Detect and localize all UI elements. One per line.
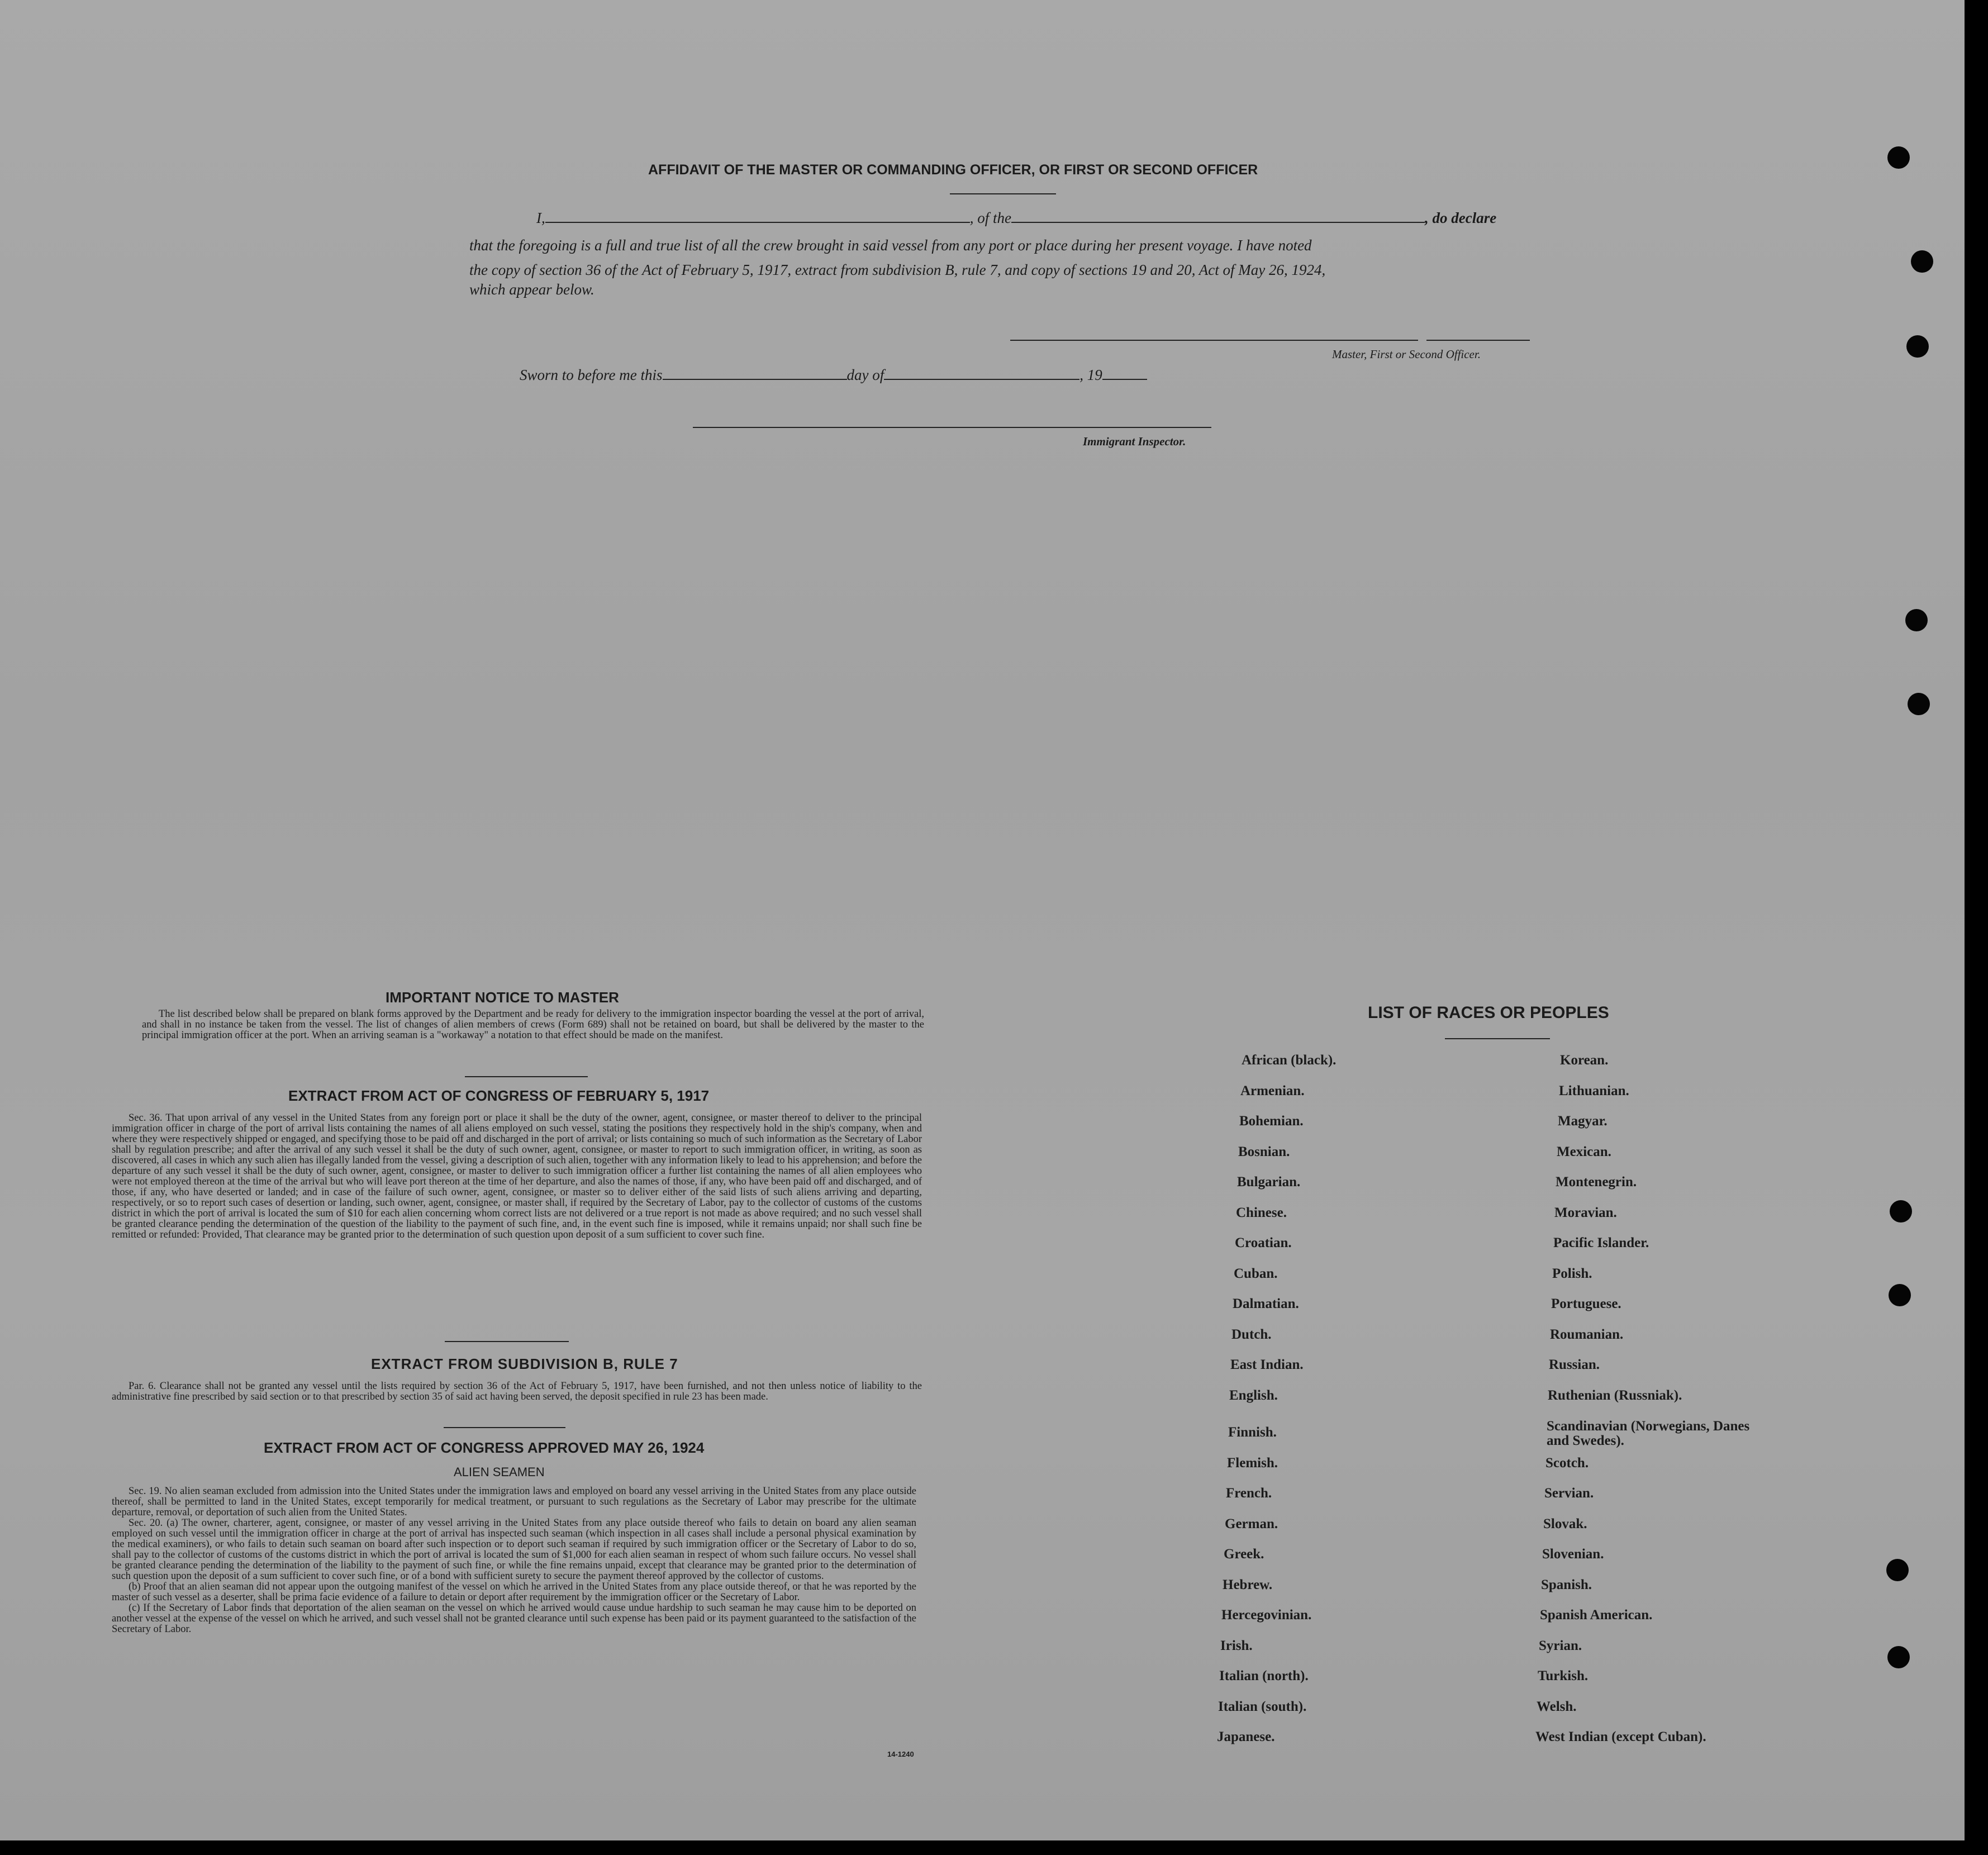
race-item: Roumanian. — [1550, 1326, 1624, 1342]
rule7-paragraph: Par. 6. Clearance shall not be granted any vessel until the lists required by section 36 of the Act of February 5, 1917, have been furnished, and not then unless notice of liability to the administrative fine prescribed by said section or to that prescribed by section 35 of said act having been served, the deposit specified in rule 23 has been made. — [112, 1381, 922, 1402]
race-item: Dutch. — [1231, 1326, 1272, 1342]
punch-hole — [1886, 1559, 1909, 1581]
section-19-paragraph: Sec. 19. No alien seaman excluded from admission into the United States under the immigration laws and employed on board any vessel arriving in the United States from any place outside thereof, shall be permitted to land in the United States, except temporarily for medical treatment, or pursuant to such regulations as the Secretary of Labor may prescribe for the ultimate departure, removal, or deportation of such alien from the United States. — [112, 1486, 916, 1518]
extract-1917-text — [112, 1113, 922, 1240]
divider — [444, 1427, 565, 1428]
of-the-label: , of the — [969, 210, 1011, 226]
declare-label: , do declare — [1425, 210, 1497, 226]
punch-hole — [1890, 1200, 1912, 1223]
race-item: Welsh. — [1537, 1699, 1577, 1714]
race-item: Italian (south). — [1218, 1699, 1307, 1714]
affidavit-first-line — [536, 210, 1496, 227]
race-item: Chinese. — [1236, 1205, 1287, 1220]
race-item: African (black). — [1242, 1053, 1337, 1068]
extract-1917-title: EXTRACT FROM ACT OF CONGRESS OF FEBRUARY 5, 1917 — [288, 1087, 710, 1104]
race-item: French. — [1226, 1486, 1272, 1501]
race-item: Spanish American. — [1540, 1607, 1653, 1623]
race-item: Pacific Islander. — [1553, 1235, 1649, 1250]
race-item: Moravian. — [1554, 1205, 1617, 1220]
race-item: English. — [1229, 1387, 1278, 1403]
race-item: Mexican. — [1557, 1144, 1611, 1159]
race-item: Portuguese. — [1551, 1296, 1621, 1311]
race-item: Turkish. — [1538, 1668, 1589, 1683]
race-item: Greek. — [1224, 1547, 1264, 1562]
race-item: Ruthenian (Russniak). — [1548, 1387, 1682, 1403]
race-item: Cuban. — [1234, 1266, 1278, 1281]
alien-seamen-subtitle: ALIEN SEAMEN — [454, 1465, 545, 1479]
punch-hole — [1887, 1646, 1910, 1668]
year-label: , 19 — [1079, 367, 1102, 383]
punch-hole — [1887, 146, 1910, 169]
divider — [445, 1341, 569, 1342]
inspector-signature-line[interactable] — [693, 427, 1211, 428]
affidavit-body-line: the copy of section 36 of the Act of February 5, 1917, extract from subdivision B, rule 7, and copy of sections 19 and 20, Act of May 26, 1924, — [469, 261, 1326, 278]
race-item: Spanish. — [1541, 1577, 1592, 1592]
race-item: Croatian. — [1235, 1235, 1292, 1250]
race-item: Slovak. — [1543, 1516, 1587, 1531]
affidavit-title: AFFIDAVIT OF THE MASTER OR COMMANDING OFFICER, OR FIRST OR SECOND OFFICER — [648, 162, 1258, 178]
extract-1924-title: EXTRACT FROM ACT OF CONGRESS APPROVED MAY 26, 1924 — [264, 1439, 705, 1456]
section-20a-paragraph: Sec. 20. (a) The owner, charterer, agent, consignee, or master of any vessel arriving in the United States from any place outside thereof who fails to detain on board any alien seaman employed on such vessel until the immigration officer in charge at the port of arrival has inspected such seaman (which inspection in all cases shall include a personal physical examination by the medical examiners), or who fails to detain such seaman on board after such inspection or to deport such seaman if required by such immigration officer or the Secretary of Labor to do so, shall pay to the collector of customs of the customs district in which the port of arrival is located the sum of $1,000 for each alien seaman in respect of whom such failure occurs. No vessel shall be granted clearance pending the determination of the liability to the payment of such fine, or while the fine remains unpaid, except that clearance may be granted prior to the determination of such question upon the deposit of a sum sufficient to cover such fine, or of a bond with sufficient surety to secure the payment thereof approved by the collector of customs. — [112, 1518, 916, 1582]
inspector-caption: Immigrant Inspector. — [1083, 435, 1186, 448]
race-item: Japanese. — [1217, 1729, 1275, 1744]
sworn-label: Sworn to before me this — [520, 367, 663, 383]
notice-text — [142, 1009, 924, 1041]
affidavit-body-line: that the foregoing is a full and true list of all the crew brought in said vessel from any port or place during her present voyage. I have noted — [469, 237, 1312, 254]
section-20c-paragraph: (c) If the Secretary of Labor finds that deportation of the alien seaman on the vessel on which he arrived would cause undue hardship to such seaman he may cause him to be deported on another vessel at the expense of the vessel on which he arrived, and such vessel shall not be granted clearance until such expense has been paid or its payment guaranteed to the satisfaction of the Secretary of Labor. — [112, 1602, 916, 1635]
race-item: Slovenian. — [1542, 1547, 1604, 1562]
race-item: Montenegrin. — [1556, 1174, 1637, 1190]
punch-hole — [1905, 609, 1928, 631]
day-of-label: day of — [846, 367, 884, 383]
divider — [1445, 1038, 1550, 1039]
punch-hole — [1889, 1284, 1911, 1306]
sworn-year-field[interactable] — [1102, 379, 1147, 380]
notice-paragraph: The list described below shall be prepared on blank forms approved by the Department and be ready for delivery to the immigration inspector boarding the vessel at the port of arrival, and shall in no instance be taken from the vessel. The list of changes of alien members of crews (Form 689) shall not be retained on board, but shall be delivered by the master to the principal immigration officer at the port. When an arriving seaman is a "workaway" a notation to that effect should be made on the manifest. — [142, 1009, 924, 1041]
punch-hole — [1906, 335, 1929, 358]
divider — [465, 1076, 588, 1077]
divider — [950, 193, 1056, 194]
race-item: Lithuanian. — [1559, 1083, 1629, 1098]
master-signature-line[interactable] — [1426, 340, 1530, 341]
race-item: West Indian (except Cuban). — [1535, 1729, 1706, 1744]
race-item: Italian (north). — [1219, 1668, 1309, 1683]
race-item: Flemish. — [1227, 1455, 1278, 1471]
race-item: Korean. — [1560, 1053, 1609, 1068]
races-title: LIST OF RACES OR PEOPLES — [1368, 1003, 1609, 1022]
race-item: Dalmatian. — [1233, 1296, 1299, 1311]
race-item: Servian. — [1544, 1486, 1594, 1501]
race-item: East Indian. — [1230, 1357, 1304, 1372]
race-item: Hercegovinian. — [1221, 1607, 1312, 1623]
notice-title: IMPORTANT NOTICE TO MASTER — [386, 989, 619, 1006]
sworn-day-field[interactable] — [663, 379, 847, 380]
vessel-name-field[interactable] — [1011, 222, 1425, 223]
race-item: Armenian. — [1240, 1083, 1305, 1098]
race-item: Syrian. — [1539, 1638, 1582, 1653]
race-item: Magyar. — [1558, 1114, 1607, 1129]
sworn-line — [520, 367, 1147, 384]
master-caption: Master, First or Second Officer. — [1332, 348, 1481, 361]
punch-hole — [1911, 250, 1933, 273]
extract-rule7-title: EXTRACT FROM SUBDIVISION B, RULE 7 — [371, 1355, 678, 1372]
extract-1924-text — [112, 1486, 916, 1635]
race-item: Polish. — [1552, 1266, 1592, 1281]
race-item: Bosnian. — [1238, 1144, 1290, 1159]
extract-rule7-text — [112, 1381, 922, 1402]
form-number: 14-1240 — [887, 1750, 914, 1758]
race-item: Russian. — [1549, 1357, 1600, 1372]
section-36-paragraph: Sec. 36. That upon arrival of any vessel in the United States from any foreign port or place it shall be the duty of the owner, agent, consignee, or master thereof to deliver to the principal immigration officer in charge of the port of arrival lists containing the names of all aliens employed on such vessel, stating the positions they respectively hold in the ship's company, when and where they were respectively shipped or engaged, and specifying those to be paid off and discharged in the port of arrival; or lists containing so much of such information as the Secretary of Labor shall by regulation prescribe; and after the arrival of any such vessel it shall be the duty of such owner, agent, consignee, or master to report to such immigration officer, in writing, as soon as discovered, all cases in which any such alien has illegally landed from the vessel, giving a description of such alien, together with any information likely to lead to his apprehension; and before the departure of any such vessel it shall be the duty of such owner, agent, consignee, or master to deliver to such immigration officer a further list containing the names of all alien employees who were not employed thereon at the time of the arrival but who will leave port thereon at the time of her departure, and also the names of those, if any, who have been paid off and discharged, and of those, if any, who have deserted or landed; and in case of the failure of such owner, agent, consignee, or master so to deliver either of the said lists of such aliens arriving and departing, respectively, or so to report such cases of desertion or landing, such owner, agent, consignee, or master shall, if required by the Secretary of Labor, pay to the collector of customs of the customs district in which the port of arrival is located the sum of $10 for each alien concerning whom correct lists are not delivered or a true report is not made as above required; and no such vessel shall be granted clearance pending the determination of the question of the liability to the payment of such fine, and, in the event such fine is imposed, while it remains unpaid; nor shall such fine be remitted or refunded: Provided, That clearance may be granted prior to the determination of such question upon deposit of a sum sufficient to cover such fine. — [112, 1112, 922, 1240]
race-item: Hebrew. — [1223, 1577, 1273, 1592]
declarant-name-field[interactable] — [545, 222, 970, 223]
sworn-month-field[interactable] — [884, 379, 1079, 380]
i-label: I, — [536, 210, 545, 226]
race-item: Bulgarian. — [1237, 1174, 1301, 1190]
race-item: Irish. — [1220, 1638, 1253, 1653]
master-signature-line[interactable] — [1010, 340, 1418, 341]
section-20b-paragraph: (b) Proof that an alien seaman did not appear upon the outgoing manifest of the vessel on which he arrived in the United States from any place outside thereof, or that he was reported by the master of such vessel as a deserter, shall be prima facie evidence of a failure to detain or deport after requirement by the immigration officer or the Secretary of Labor. — [112, 1581, 916, 1603]
race-item: Bohemian. — [1239, 1114, 1304, 1129]
punch-hole — [1908, 693, 1930, 715]
affidavit-body-line: which appear below. — [469, 281, 595, 298]
race-item: Scandinavian (Norwegians, Danes and Swedes). — [1547, 1419, 1750, 1448]
race-item: Finnish. — [1228, 1425, 1277, 1440]
race-item: German. — [1225, 1516, 1278, 1531]
race-item: Scotch. — [1545, 1455, 1589, 1471]
